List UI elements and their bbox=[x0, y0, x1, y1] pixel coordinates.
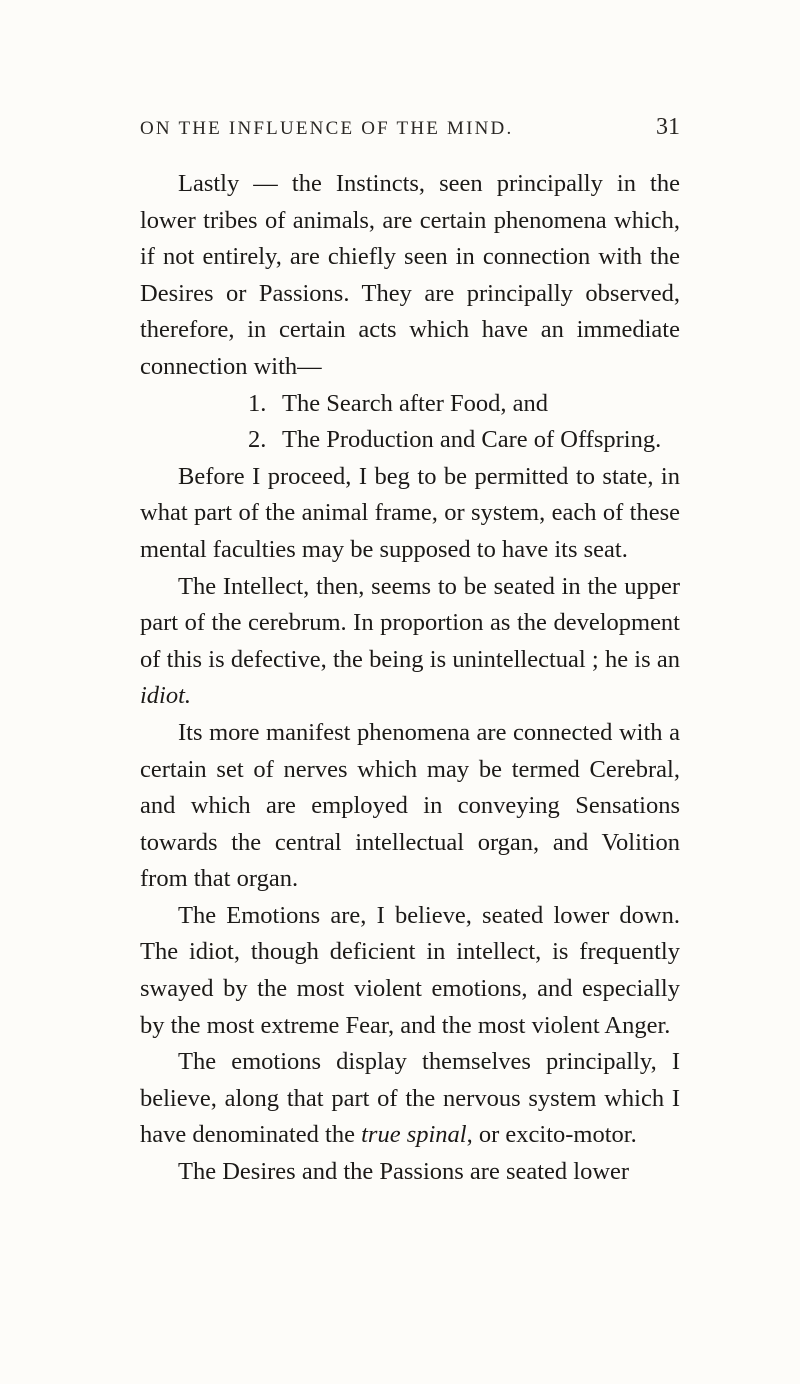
paragraph-manifest-phenomena: Its more manifest phenomena are connected with a certain set of nerves which may be termed Cerebral, and which are employed in conveying Sensations towards the central intellectual organ, and Volition from that organ. bbox=[140, 718, 680, 893]
body-text bbox=[140, 166, 680, 1191]
list-item-food bbox=[140, 386, 680, 423]
paragraph-instincts: Lastly — the Instincts, seen principally in the lower tribes of animals, are certain phenomena which, if not entirely, are chiefly seen in connection with the Desires or Passions. They are principally observed, therefore, in certain acts which have an immediate connection with— bbox=[140, 170, 680, 380]
list-number: 2. bbox=[248, 426, 267, 454]
paragraph-emotions-display-text: The emotions display themselves principally, I believe, along that part of the nervous system which I have denominated the bbox=[140, 1048, 680, 1149]
paragraph-before-proceed: Before I proceed, I beg to be permitted to state, in what part of the animal frame, or system, each of these mental faculties may be supposed to have its seat. bbox=[140, 462, 680, 563]
emphasis-true-spinal: true spinal bbox=[361, 1121, 467, 1149]
list-text: The Search after Food, and bbox=[282, 389, 548, 417]
list-number: 1. bbox=[248, 389, 267, 417]
paragraph-desires: The Desires and the Passions are seated lower bbox=[178, 1158, 630, 1186]
running-head bbox=[140, 114, 680, 144]
list-text: The Production and Care of Offspring. bbox=[282, 426, 662, 454]
emphasis-idiot: idiot. bbox=[140, 682, 192, 710]
list-item-offspring bbox=[140, 422, 680, 459]
page-number: 31 bbox=[656, 114, 680, 140]
running-title: ON THE INFLUENCE OF THE MIND. bbox=[140, 118, 514, 139]
paragraph-intellect bbox=[140, 569, 680, 715]
paragraph-intellect-text: The Intellect, then, seems to be seated in the upper part of the cerebrum. In proportion as the development of this is defective, the being is unintellectual ; he is an bbox=[140, 572, 680, 673]
paragraph-emotions-display-end: , or excito-motor. bbox=[466, 1121, 637, 1149]
paragraph-emotions-display bbox=[140, 1044, 680, 1154]
paragraph-emotions: The Emotions are, I believe, seated lower down. The idiot, though deficient in intellect, is frequently swayed by the most violent emotions, and especially by the most extreme Fear, and the most violent Anger. bbox=[140, 901, 680, 1039]
